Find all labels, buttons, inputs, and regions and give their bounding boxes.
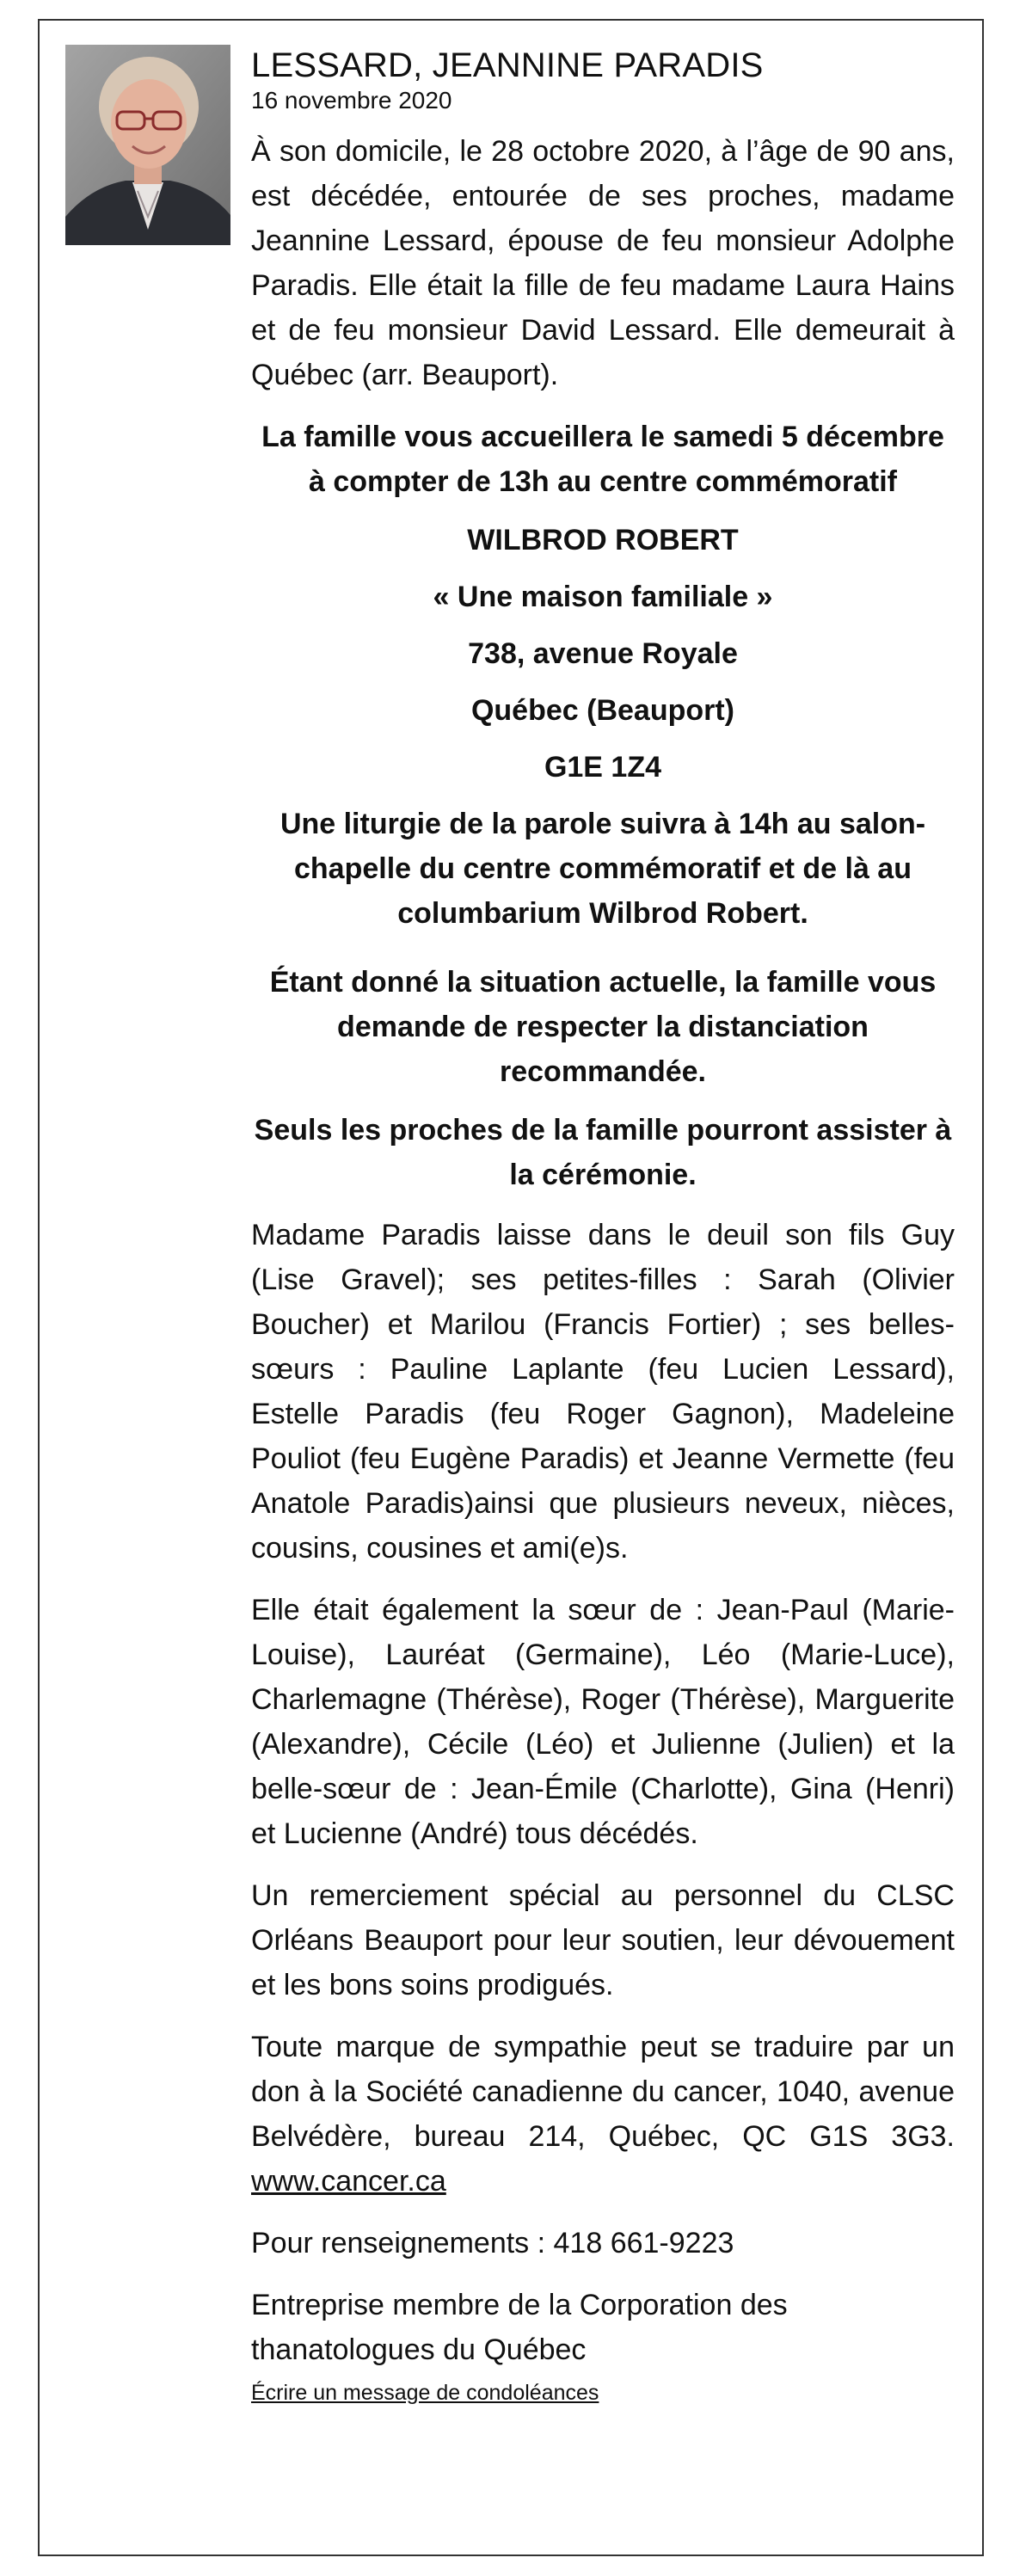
distancing-notice: Étant donné la situation actuelle, la famille vous demande de respecter la distanciation recommandée. xyxy=(269,966,937,1088)
thanks-paragraph: Un remerciement spécial au personnel du CLSC Orléans Beauport pour leur soutien, leur dévouement et les bons soins prodigués. xyxy=(251,1879,955,2001)
donation-text: Toute marque de sympathie peut se traduire par un don à la Société canadienne du cancer, 1040, avenue Belvédère, bureau 214, Québec, QC G1S 3G3. xyxy=(251,2031,955,2153)
intro-paragraph: À son domicile, le 28 octobre 2020, à l’âge de 90 ans, est décédée, entourée de ses proches, madame Jeannine Lessard, épouse de feu monsieur Adolphe Paradis. Elle était la fille de feu madame Laura Hains et de feu monsieur David Lessard. Elle demeurait à Québec (arr. Beauport). xyxy=(251,135,955,391)
info-phone: Pour renseignements : 418 661-9223 xyxy=(251,2227,734,2259)
attendance-restriction: Seuls les proches de la famille pourront assister à la cérémonie. xyxy=(254,1114,952,1191)
write-condolences-link[interactable]: Écrire un message de condoléances xyxy=(251,2381,599,2405)
notice-content xyxy=(251,45,955,2407)
portrait-photo xyxy=(65,45,230,245)
liturgy-info: Une liturgie de la parole suivra à 14h au salon-chapelle du centre commémoratif et de là au columbarium Wilbrod Robert. xyxy=(280,808,926,930)
siblings-paragraph: Elle était également la sœur de : Jean-Paul (Marie-Louise), Lauréat (Germaine), Léo (Marie-Luce), Charlemagne (Thérèse), Roger (Thérèse), Marguerite (Alexandre), Cécile (Léo) et Julienne (Julien) et la belle-sœur de : Jean-Émile (Charlotte), Gina (Henri) et Lucienne (André) tous décédés. xyxy=(251,1594,955,1850)
cancer-society-link[interactable]: www.cancer.ca xyxy=(251,2165,446,2198)
obituary-card xyxy=(38,19,984,2556)
venue-name: WILBROD ROBERT xyxy=(467,524,739,556)
venue-tagline: « Une maison familiale » xyxy=(433,581,773,613)
donation-paragraph xyxy=(251,2025,955,2204)
member-statement: Entreprise membre de la Corporation des thanatologues du Québec xyxy=(251,2289,788,2366)
venue-city: Québec (Beauport) xyxy=(470,694,735,727)
survivors-paragraph: Madame Paradis laisse dans le deuil son fils Guy (Lise Gravel); ses petites-filles : Sarah (Olivier Boucher) et Marilou (Francis Fortier) ; ses belles-sœurs : Pauline Laplante (feu Lucien Lessard), Estelle Paradis (feu Roger Gagnon), Madeleine Pouliot (feu Eugène Paradis) et Jeanne Vermette (feu Anatole Paradis)ainsi que plusieurs neveux, nièces, cousins, cousines et ami(e)s. xyxy=(251,1219,955,1565)
venue-postal-code: G1E 1Z4 xyxy=(544,751,662,784)
venue-street: 738, avenue Royale xyxy=(468,637,738,670)
publication-date: 16 novembre 2020 xyxy=(251,87,452,114)
visitation-info: La famille vous accueillera le samedi 5 décembre à compter de 13h au centre commémoratif xyxy=(261,421,944,498)
deceased-name: LESSARD, JEANNINE PARADIS xyxy=(251,46,764,84)
